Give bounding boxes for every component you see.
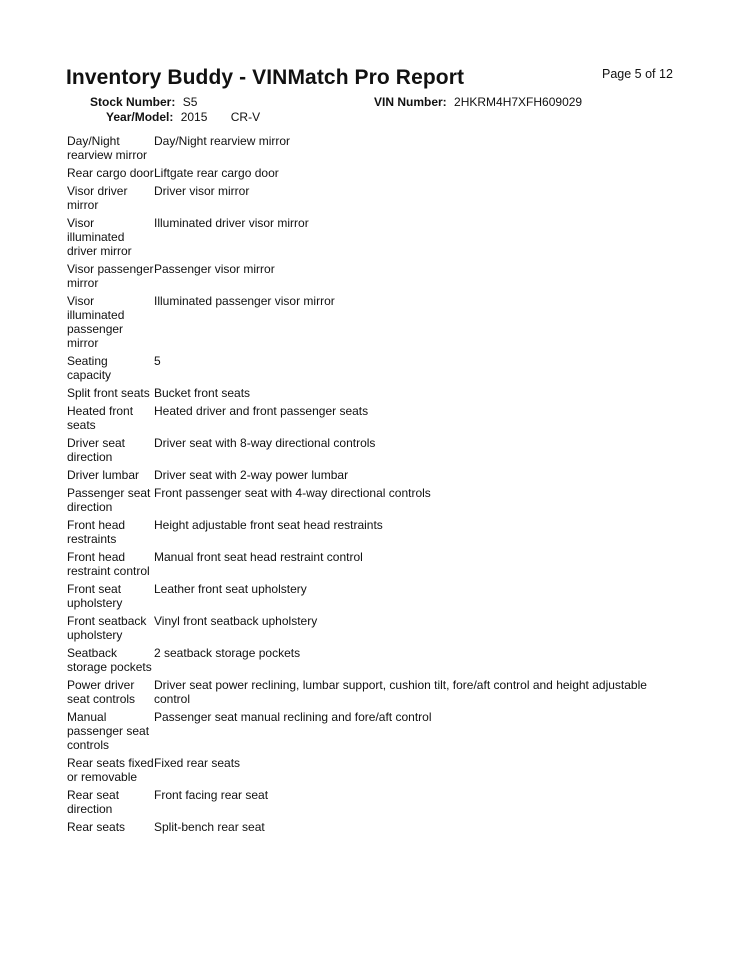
- stock-number-label: Stock Number:: [90, 95, 176, 109]
- spec-row: [67, 646, 667, 674]
- spec-key: Front seatback upholstery: [67, 614, 147, 642]
- spec-value: Front passenger seat with 4-way directional controls: [154, 486, 431, 500]
- spec-value: Liftgate rear cargo door: [154, 166, 279, 180]
- spec-row: [67, 788, 667, 816]
- spec-key: Visor illuminated driver mirror: [67, 216, 132, 258]
- spec-row: [67, 678, 667, 706]
- spec-value: Height adjustable front seat head restraints: [154, 518, 383, 532]
- spec-key: Manual passenger seat controls: [67, 710, 150, 752]
- model-value: CR-V: [230, 110, 261, 124]
- spec-value: Bucket front seats: [154, 386, 251, 400]
- year-model-label: Year/Model:: [106, 110, 174, 124]
- spec-key: Visor passenger mirror: [67, 262, 154, 290]
- spec-value: Illuminated driver visor mirror: [154, 216, 309, 230]
- spec-value: Leather front seat upholstery: [154, 582, 307, 596]
- spec-row: [67, 262, 667, 290]
- spec-row: [67, 294, 667, 350]
- spec-row: [67, 614, 667, 642]
- spec-row: [67, 518, 667, 546]
- spec-value: Front facing rear seat: [154, 788, 269, 802]
- spec-value: Illuminated passenger visor mirror: [154, 294, 335, 308]
- spec-value: Split-bench rear seat: [154, 820, 265, 834]
- spec-row: [67, 550, 667, 578]
- vin-number-value: 2HKRM4H7XFH609029: [454, 95, 583, 109]
- page-number: Page 5 of 12: [602, 67, 673, 81]
- spec-key: Day/Night rearview mirror: [67, 134, 148, 162]
- spec-value: Heated driver and front passenger seats: [154, 404, 369, 418]
- stock-number-value: S5: [182, 95, 198, 109]
- spec-row: [67, 756, 667, 784]
- spec-value: 2 seatback storage pockets: [154, 646, 301, 660]
- spec-value: Driver seat with 8-way directional controls: [154, 436, 376, 450]
- spec-key: Rear seat direction: [67, 788, 120, 816]
- vin-number: [374, 95, 582, 109]
- spec-key: Visor illuminated passenger mirror: [67, 294, 125, 350]
- spec-value: Vinyl front seatback upholstery: [154, 614, 318, 628]
- spec-key: Power driver seat controls: [67, 678, 136, 706]
- spec-row: [67, 486, 667, 514]
- spec-value: Passenger visor mirror: [154, 262, 275, 276]
- spec-key: Rear seats fixed or removable: [67, 756, 154, 784]
- spec-key: Split front seats: [67, 386, 150, 400]
- spec-key: Seating capacity: [67, 354, 112, 382]
- spec-row: [67, 386, 667, 400]
- spec-table: [67, 134, 667, 838]
- report-title: Inventory Buddy - VINMatch Pro Report: [66, 66, 465, 89]
- spec-key: Rear seats: [67, 820, 126, 834]
- spec-row: [67, 404, 667, 432]
- spec-key: Passenger seat direction: [67, 486, 151, 514]
- spec-row: [67, 134, 667, 162]
- spec-row: [67, 468, 667, 482]
- year-value: 2015: [180, 110, 208, 124]
- spec-value: Driver seat power reclining, lumbar support, cushion tilt, fore/aft control and height adjustable control: [154, 678, 647, 706]
- spec-key: Driver seat direction: [67, 436, 126, 464]
- year-model: [106, 110, 260, 124]
- spec-row: [67, 436, 667, 464]
- spec-key: Heated front seats: [67, 404, 134, 432]
- spec-value: Driver visor mirror: [154, 184, 250, 198]
- vin-number-label: VIN Number:: [374, 95, 447, 109]
- spec-key: Visor driver mirror: [67, 184, 128, 212]
- spec-row: [67, 820, 667, 834]
- spec-row: [67, 354, 667, 382]
- spec-key: Front seat upholstery: [67, 582, 123, 610]
- spec-value: 5: [154, 354, 161, 368]
- spec-row: [67, 710, 667, 752]
- spec-row: [67, 184, 667, 212]
- spec-key: Front head restraint control: [67, 550, 150, 578]
- spec-row: [67, 216, 667, 258]
- spec-key: Front head restraints: [67, 518, 126, 546]
- spec-value: Fixed rear seats: [154, 756, 241, 770]
- stock-number: [90, 95, 197, 109]
- spec-key: Rear cargo door: [67, 166, 154, 180]
- spec-value: Manual front seat head restraint control: [154, 550, 363, 564]
- spec-value: Day/Night rearview mirror: [154, 134, 291, 148]
- spec-value: Passenger seat manual reclining and fore/aft control: [154, 710, 432, 724]
- spec-key: Driver lumbar: [67, 468, 140, 482]
- spec-row: [67, 582, 667, 610]
- spec-value: Driver seat with 2-way power lumbar: [154, 468, 349, 482]
- spec-key: Seatback storage pockets: [67, 646, 152, 674]
- spec-row: [67, 166, 667, 180]
